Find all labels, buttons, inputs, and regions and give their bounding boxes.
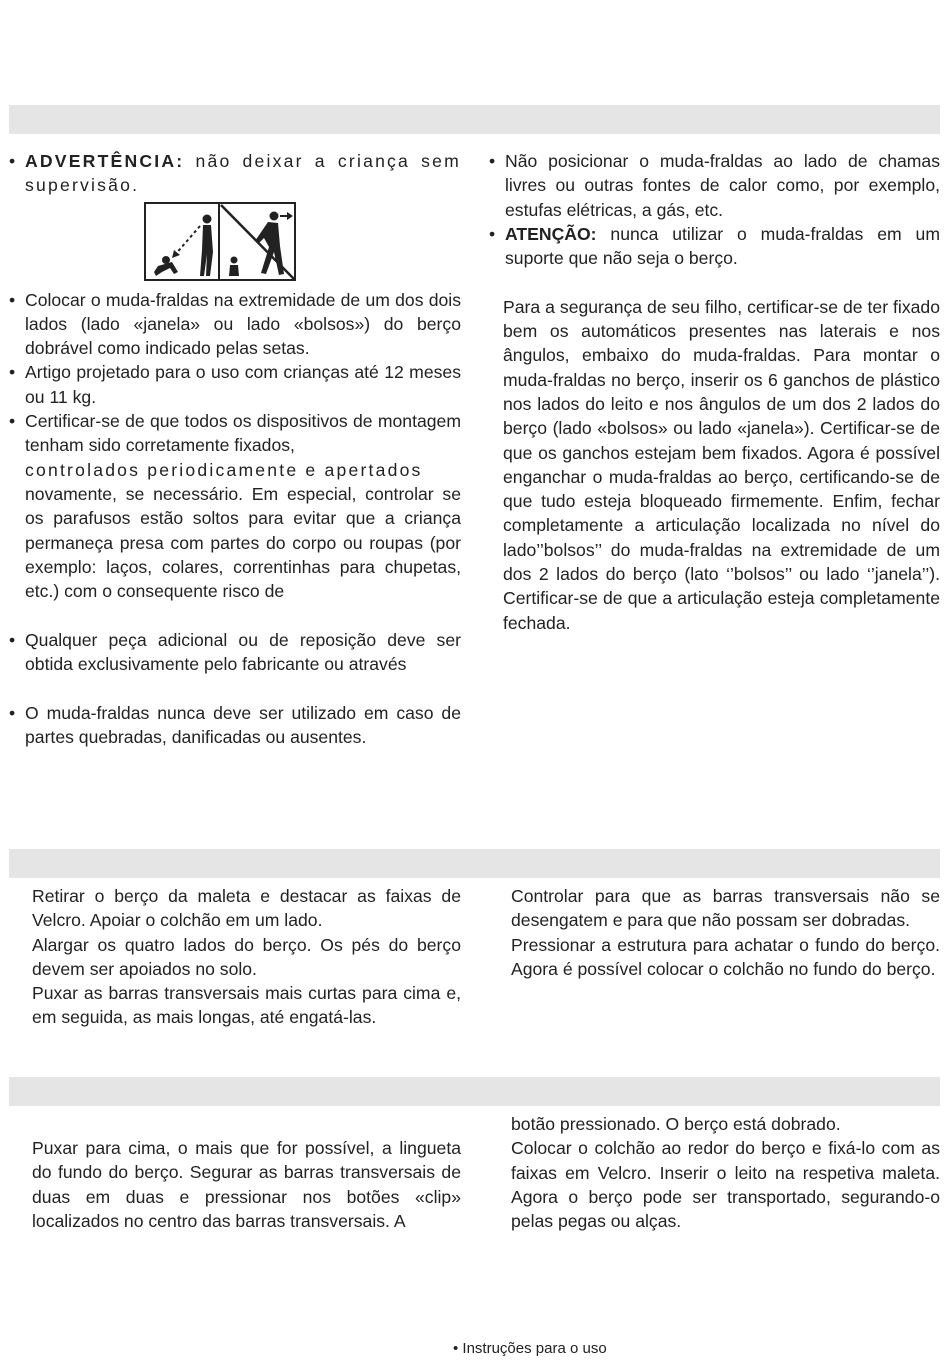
section1-left-column bbox=[9, 149, 461, 749]
warning-bullet bbox=[9, 149, 461, 198]
fixing-devices-text-c: novamente, se necessário. Em especial, controlar se os parafusos estão soltos para evitar que a criança permaneça presa com partes do corpo ou roupas (por exemplo: laços, colares, correntinhas para chupetas, etc.) com o consequente risco de bbox=[25, 483, 461, 602]
age-limit-bullet: • Artigo projetado para o uso com crianças até 12 meses ou 11 kg. bbox=[9, 360, 461, 409]
section3-left-paragraph-1: Puxar para cima, o mais que for possível, a lingueta do fundo do berço. Segurar as barras transversais de duas em duas e pressionar nos botões «clip» localizados no centro das barras transversais. A bbox=[32, 1138, 461, 1231]
mounting-instructions-paragraph: Para a segurança de seu filho, certificar-se de ter fixado bem os automáticos presentes nas laterais e nos ângulos, embaixo do muda-fraldas. Para montar o muda-fraldas no berço, inserir os 6 ganchos de plástico nos lados do leito e nos ângulos de um dos 2 lados do berço (lado «bolsos» ou lado «janela»). Certificar-se de que os ganchos estejam bem fixados. Agora é possível enganchar o muda-fraldas ao berço, certificando-se de que tudo esteja bloqueado firmemente. Enfim, fechar completamente a articulação localizada no nível do lado’’bolsos’’ do muda-fraldas na extremidade de um dos 2 lados do berço (lato ‘’bolsos’’ ou lado ‘’janela’’). Certificar-se de que a articulação esteja completamente fechada. bbox=[503, 296, 940, 633]
fixing-devices-bullet bbox=[9, 409, 461, 603]
fixing-devices-text-a: • Certificar-se de que todos os dispositivos de montagem tenham sido corretamente fixados, bbox=[25, 411, 461, 456]
no-leaving-child-unattended-pictogram-icon bbox=[144, 202, 296, 282]
section-band-1 bbox=[9, 105, 940, 134]
section2-left-paragraph-3: Puxar as barras transversais mais curtas para cima e, em seguida, as mais longas, até engatá-las. bbox=[32, 983, 461, 1028]
broken-parts-bullet: • O muda-fraldas nunca deve ser utilizado em caso de partes quebradas, danificadas ou ausentes. bbox=[9, 701, 461, 750]
placement-bullet: • Colocar o muda-fraldas na extremidade de um dos dois lados (lado «janela» ou lado «bolsos») do berço dobrável como indicado pelas setas. bbox=[9, 288, 461, 361]
attention-label: ATENÇÃO: bbox=[505, 223, 597, 244]
section1-right-column bbox=[489, 149, 940, 635]
warning-label: ADVERTÊNCIA: bbox=[25, 151, 185, 171]
spare-parts-bullet: • Qualquer peça adicional ou de reposição deve ser obtida exclusivamente pelo fabricante ou através bbox=[9, 628, 461, 677]
section2-right-paragraph-1: Controlar para que as barras transversais não se desengatem e para que não possam ser dobradas. bbox=[511, 886, 940, 931]
section-band-3 bbox=[9, 1077, 940, 1106]
section-band-2 bbox=[9, 849, 940, 878]
warning-text: não deixar a criança sem supervisão. bbox=[25, 151, 461, 196]
section3-left-column bbox=[32, 1136, 461, 1233]
section3-right-column bbox=[511, 1112, 940, 1233]
heat-sources-bullet: • Não posicionar o muda-fraldas ao lado de chamas livres ou outras fontes de calor como, por exemplo, estufas elétricas, a gás, etc. bbox=[489, 149, 940, 222]
section2-left-paragraph-2: Alargar os quatro lados do berço. Os pés do berço devem ser apoiados no solo. bbox=[32, 934, 461, 979]
fixing-devices-text-b: controlados periodicamente e apertados bbox=[25, 459, 423, 480]
section2-right-column bbox=[511, 884, 940, 981]
attention-text: nunca utilizar o muda-fraldas em um suporte que não seja o berço. bbox=[505, 223, 940, 269]
section2-left-column bbox=[32, 884, 461, 1030]
section3-right-paragraph-2: Colocar o colchão ao redor do berço e fixá-lo com as faixas em Velcro. Inserir o leito na respetiva maleta. Agora o berço pode ser transportado, segurando-o pelas pegas ou alças. bbox=[511, 1138, 940, 1232]
section2-right-paragraph-2: Pressionar a estrutura para achatar o fundo do berço. Agora é possível colocar o colchão no fundo do berço. bbox=[511, 934, 940, 979]
section2-left-paragraph-1: Retirar o berço da maleta e destacar as faixas de Velcro. Apoiar o colchão em um lado. bbox=[32, 886, 461, 931]
section3-right-paragraph-1: botão pressionado. O berço está dobrado. bbox=[511, 1114, 841, 1134]
page-footer: • Instruções para o uso bbox=[453, 1340, 607, 1357]
attention-bullet bbox=[489, 222, 940, 271]
